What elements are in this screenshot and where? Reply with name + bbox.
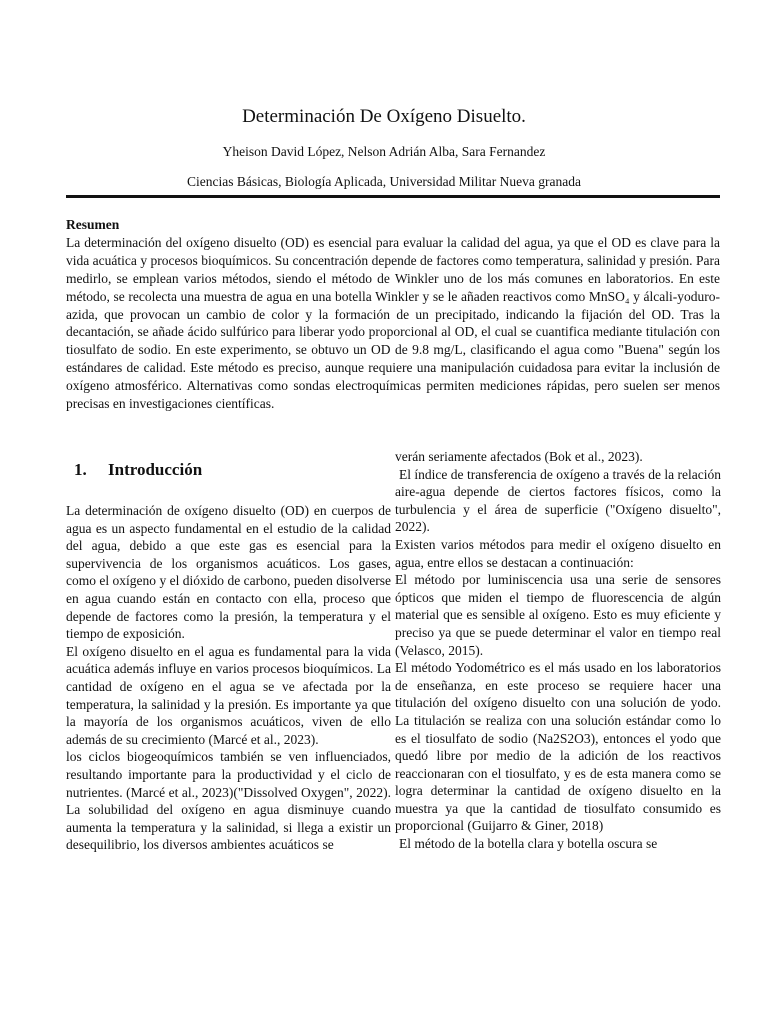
paragraph: El método de la botella clara y botella oscura se [399,836,658,852]
author-list: Yheison David López, Nelson Adrián Alba, Sara Fernandez [222,144,546,159]
paragraph: El oxígeno disuelto en el agua es fundamental para la vida acuática además influye en varios procesos bioquímicos. La cantidad de oxígeno en el agua se ve afectada por la temperatura, la salinidad y la presión. Es importante ya que la mayoría de los organismos acuáticos, viven de ello además de su crecimiento (Marcé et al., 2023). [66,643,391,747]
paragraph: La determinación de oxígeno disuelto (OD) en cuerpos de agua es un aspecto fundamental en el estudio de la calidad del agua, debido a que este gas es esencial para la supervivencia de los organismos acuáticos. Los gases, como el oxígeno y el dióxido de carbono, pueden disolverse en agua cuando están en contacto con ella, proceso que depende de factores como la presión, la temperatura y el tiempo de exposición. [66,503,391,642]
header-divider [66,195,720,198]
author-affiliation: Ciencias Básicas, Biología Aplicada, Universidad Militar Nueva granada [186,174,581,189]
paper-title: Determinación De Oxígeno Disuelto. [242,106,526,127]
abstract-heading: Resumen [66,217,120,232]
left-column [66,458,391,854]
paragraph: El método Yodométrico es el más usado en los laboratorios de enseñanza, en este proceso se requiere hacer una titulación del oxígeno disuelto con una solución de yodo. La titulación se realiza con una solución estándar como lo es el tiosulfato de sodio (Na2S2O3), entonces el yodo que quedó libre por medio de la adición de los reactivos reaccionaran con el tiosulfato, y es de esta manera como se logra determinar la cantidad de oxígeno disuelto en la muestra ya que la cantidad de tiosulfato consumido es proporcional (Guijarro & Giner, 2018) [395,660,721,834]
section-heading-introduccion [74,458,391,482]
abstract-text: La determinación del oxígeno disuelto (OD) es esencial para evaluar la calidad del agua, ya que el OD es clave para la vida acuática y procesos bioquímicos. Su concentración depende de factores como temperatura, salinidad y presión. Para medirlo, se emplean varios métodos, siendo el método de Winkler uno de los más comunes en laboratorios. En este método, se recolecta una muestra de agua en una botella Winkler y se le añaden reactivos como MnSO₄ y álcali-yoduro-azida, que provocan un cambio de color y la formación de un precipitado, indicando la fijación del OD. Tras la decantación, se añade ácido sulfúrico para liberar yodo proporcional al OD, el cual se cuantifica mediante titulación con tiosulfato de sodio. En este experimento, se obtuvo un OD de 9.8 mg/L, clasificando el agua como "Buena" según los estándares de calidad. Este método es preciso, aunque requiere una manipulación cuidadosa para evitar la inclusión de oxígeno atmosférico. Alternativas como sondas electroquímicas permiten mediciones rápidas, pero suelen ser menos precisas en investigaciones científicas. [66,234,720,412]
paragraph: Existen varios métodos para medir el oxígeno disuelto en agua, entre ellos se destacan a continuación: [395,536,721,570]
abstract-section [66,216,720,413]
paragraph: El índice de transferencia de oxígeno a través de la relación aire-agua depende de ciertos factores físicos, como la turbulencia y el área de superficie ("Oxígeno disuelto", 2022). [395,466,721,535]
paragraph: verán seriamente afectados (Bok et al., 2023). [395,449,643,464]
section-number: 1. [74,460,87,479]
paragraph: los ciclos biogeoquímicos también se ven influenciados, resultando importante para la productividad y el ciclo de nutrientes. (Marcé et al., 2023)("Dissolved Oxygen", 2022). La solubilidad del oxígeno en agua disminuye cuando aumenta la temperatura y la salinidad, si llega a existir un desequilibrio, los diversos ambientes acuáticos se [66,749,391,853]
paragraph: El método por luminiscencia usa una serie de sensores ópticos que miden el tiempo de fluorescencia de algún material que es sensible al oxígeno. Esto es muy eficiente y preciso ya que se puede determinar el valor en tiempo real (Velasco, 2015). [395,572,721,658]
section-title: Introducción [108,460,203,479]
right-column [395,448,721,853]
